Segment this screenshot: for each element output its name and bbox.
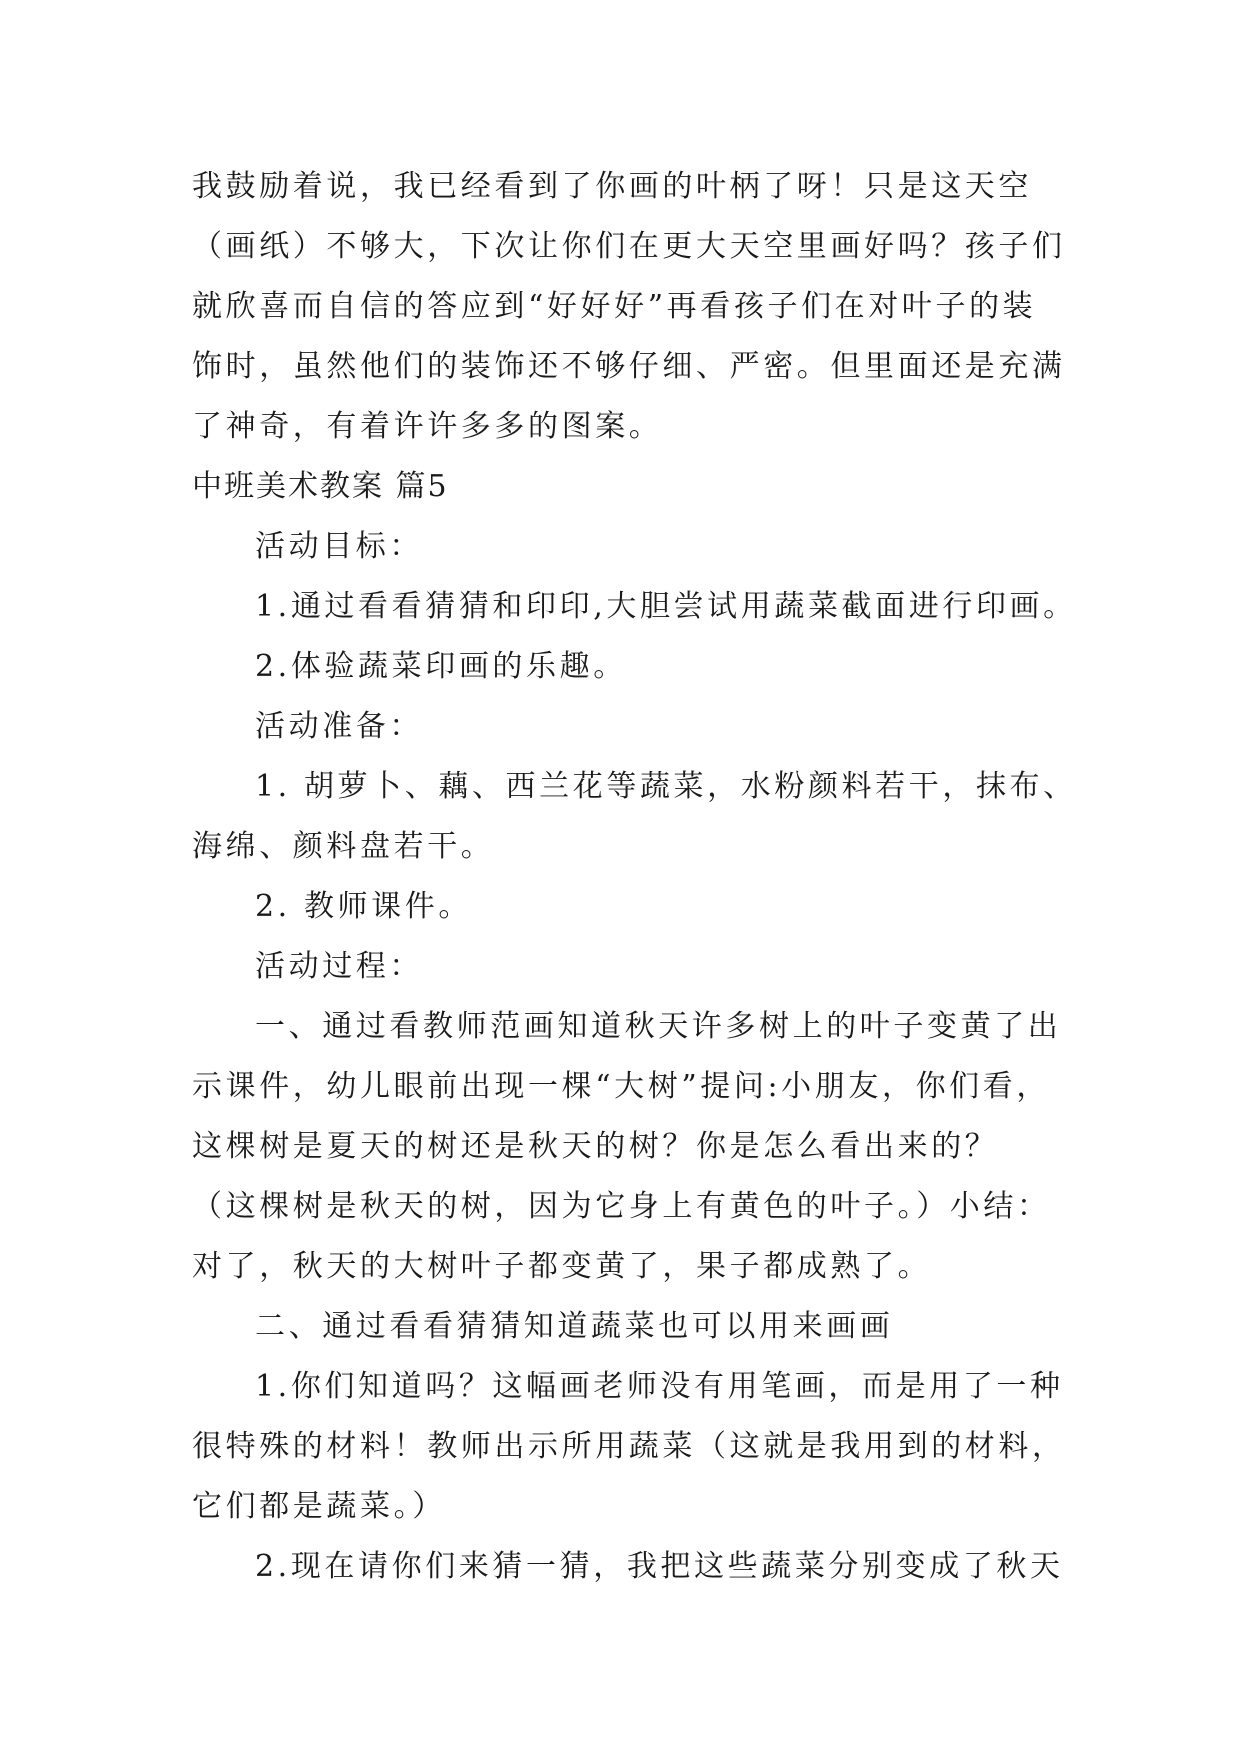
paragraph-line: 这棵树是夏天的树还是秋天的树？你是怎么看出来的？ bbox=[192, 1129, 999, 1164]
subheading-activity-goals: 活动目标： bbox=[255, 529, 423, 564]
paragraph-line: 很特殊的材料！教师出示所用蔬菜（这就是我用到的材料， bbox=[192, 1429, 1066, 1464]
paragraph-line: 它们都是蔬菜。） bbox=[192, 1489, 446, 1524]
process-step-item: 1.你们知道吗？这幅画老师没有用笔画，而是用了一种 bbox=[255, 1369, 1064, 1404]
process-step: 二、通过看看猜猜知道蔬菜也可以用来画画 bbox=[255, 1309, 894, 1344]
process-step-item: 2.现在请你们来猜一猜，我把这些蔬菜分别变成了秋天 bbox=[255, 1549, 1064, 1584]
paragraph-line: 对了，秋天的大树叶子都变黄了，果子都成熟了。 bbox=[192, 1249, 932, 1284]
process-step: 一、通过看教师范画知道秋天许多树上的叶子变黄了出 bbox=[255, 1009, 1062, 1044]
paragraph-line: 了神奇，有着许许多多的图案。 bbox=[192, 409, 663, 444]
paragraph-line: （这棵树是秋天的树，因为它身上有黄色的叶子。）小结： bbox=[192, 1189, 1051, 1224]
goal-item: 2.体验蔬菜印画的乐趣。 bbox=[255, 649, 627, 684]
subheading-activity-process: 活动过程： bbox=[255, 949, 423, 984]
paragraph-line: 饰时，虽然他们的装饰还不够仔细、严密。但里面还是充满 bbox=[192, 349, 1066, 384]
section-heading: 中班美术教案 篇5 bbox=[192, 469, 449, 504]
subheading-activity-preparation: 活动准备： bbox=[255, 709, 423, 744]
preparation-item: 2. 教师课件。 bbox=[255, 889, 472, 924]
goal-item: 1.通过看看猜猜和印印,大胆尝试用蔬菜截面进行印画。 bbox=[255, 589, 1077, 624]
preparation-item-continued: 海绵、颜料盘若干。 bbox=[192, 829, 495, 864]
paragraph-line: 示课件，幼儿眼前出现一棵“大树”提问:小朋友，你们看， bbox=[192, 1069, 1050, 1104]
paragraph-line: 我鼓励着说，我已经看到了你画的叶柄了呀！只是这天空 bbox=[192, 169, 1032, 204]
paragraph-line: 就欣喜而自信的答应到“好好好”再看孩子们在对叶子的装 bbox=[192, 289, 1037, 324]
preparation-item: 1. 胡萝卜、藕、西兰花等蔬菜，水粉颜料若干，抹布、 bbox=[255, 769, 1077, 804]
paragraph-line: （画纸）不够大，下次让你们在更大天空里画好吗？孩子们 bbox=[192, 229, 1066, 264]
